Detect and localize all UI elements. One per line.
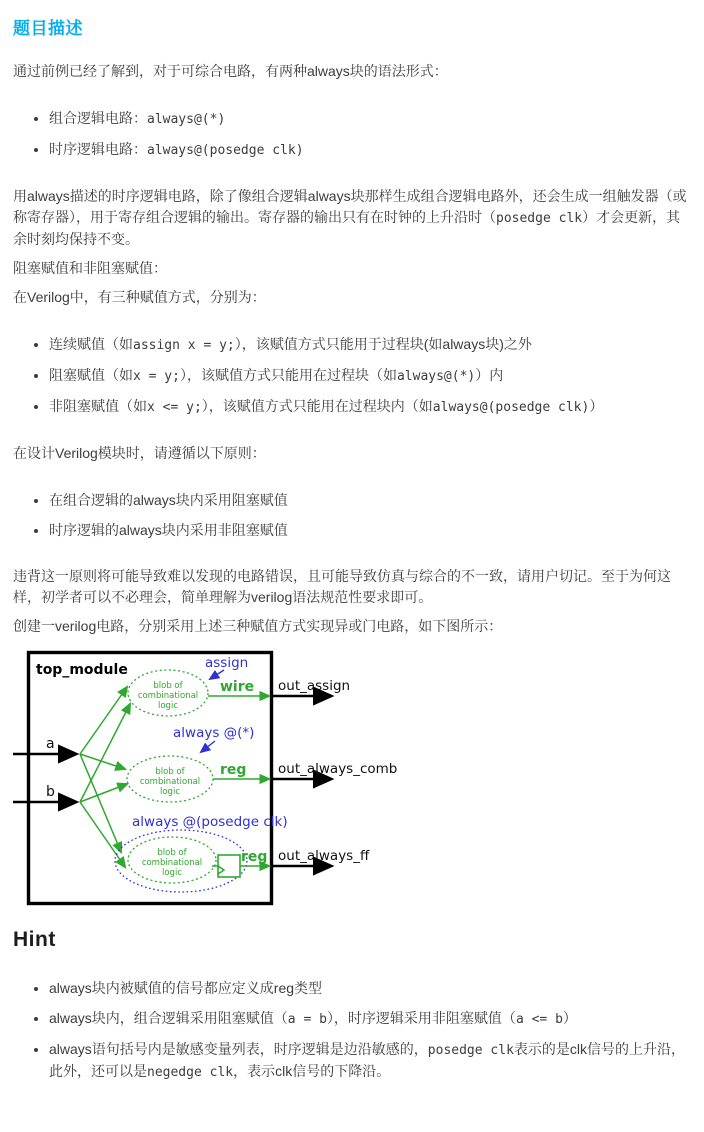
top-module-figure (13, 649, 413, 911)
blob2-label-line1: blob of (155, 767, 185, 777)
type-label-reg-comb: reg (220, 762, 247, 778)
hint-item-assignment-style (49, 1008, 690, 1030)
text: 用always描述的时序逻辑电路，除了像组合逻辑always块那样生成组合逻辑电路外，还会生成一组触发器（或称寄存器），用于寄存组合逻辑的输出。寄存器的输出只有在时钟的上升沿时（ (13, 188, 687, 225)
out-assign-label: out_assign (278, 678, 351, 694)
principles-paragraph: 在设计Verilog模块时，请遵循以下原则： (13, 445, 266, 461)
three-assign-paragraph: 在Verilog中，有三种赋值方式，分别为： (13, 289, 266, 305)
text: ），时序逻辑采用非阻塞赋值（ (326, 1010, 516, 1026)
text: 通过前例已经了解到，对于可综合电路，有两种always块的语法形式： (13, 63, 448, 79)
list-item-comb-blocking: • 在组合逻辑的always块内采用阻塞赋值 (49, 490, 690, 511)
text: 时序逻辑电路： (49, 141, 147, 157)
blob3-label-line1: blob of (157, 848, 187, 858)
text: 连续赋值（如 (49, 336, 133, 352)
annotation-always-ff: always @(posedge clk) (132, 814, 288, 830)
blob1-label-line1: blob of (153, 681, 183, 691)
text: 表示的是clk信号的上升沿，此外，还可以是 (49, 1041, 686, 1079)
text: ，表示clk信号的下降沿。 (233, 1063, 391, 1079)
text: always块内，组合逻辑采用阻塞赋值（ (49, 1010, 288, 1026)
inline-code: x <= y; (147, 400, 202, 415)
text: ）才会更新，其余时刻均保持不变。 (13, 209, 681, 247)
blob2-label-line3: logic (160, 787, 180, 797)
intro-paragraph (13, 61, 690, 82)
list-item-comb-syntax (49, 108, 690, 130)
text: 阻塞赋值（如 (49, 367, 133, 383)
text: ），该赋值方式只能用在过程块（如 (179, 367, 397, 383)
blob3-label-line2: combinational (141, 858, 203, 868)
list-item-seq-syntax (49, 139, 690, 161)
flipflop-symbol (218, 855, 240, 877)
blob3-label-line3: logic (162, 868, 182, 878)
assignment-types-list (13, 334, 690, 418)
annotation-assign: assign (205, 655, 249, 671)
hint-title: Hint (13, 928, 56, 951)
text: ），该赋值方式只能用于过程块(如always块)之外 (234, 336, 532, 352)
text: 非阻塞赋值（如 (49, 398, 147, 414)
flipflop-paragraph (13, 186, 690, 250)
list-item-blocking-assign (49, 365, 690, 387)
input-b-label: b (46, 784, 55, 800)
blob1-label-line3: logic (158, 701, 178, 711)
inline-code: a = b (287, 1012, 327, 1027)
inline-code: negedge clk (147, 1065, 234, 1080)
type-label-reg-ff: reg (241, 849, 268, 865)
text: always语句括号内是敏感变量列表，时序逻辑是边沿敏感的， (49, 1041, 428, 1057)
text: 组合逻辑电路： (49, 110, 147, 126)
type-label-wire: wire (220, 679, 255, 695)
input-a-label: a (46, 736, 55, 752)
out-always-comb-label: out_always_comb (278, 761, 398, 777)
text: ）内 (475, 367, 504, 383)
inline-code: always@(posedge clk) (432, 400, 590, 415)
blob2-label-line2: combinational (139, 777, 201, 787)
text: ），该赋值方式只能用在过程块内（如 (201, 398, 433, 414)
out-always-ff-label: out_always_ff (278, 848, 370, 864)
inline-code: x = y; (133, 369, 180, 384)
warning-paragraph: 违背这一原则将可能导致难以发现的电路错误，且可能导致仿真与综合的不一致，请用户切记。至于为何这样，初学者可以不必理会，简单理解为verilog语法规范性要求即可。 (13, 568, 671, 605)
inline-code: always@(*) (396, 369, 476, 384)
inline-code: posedge clk (427, 1043, 514, 1058)
hint-item-sensitivity-list (49, 1039, 690, 1083)
page-title: 题目描述 (13, 19, 83, 38)
text: ） (562, 1010, 577, 1026)
inline-code: always@(posedge clk) (147, 143, 304, 158)
list-item-seq-nonblocking: • 时序逻辑的always块内采用非阻塞赋值 (49, 520, 690, 541)
blob1-label-line2: combinational (137, 691, 199, 701)
circuit-diagram (13, 649, 690, 916)
inline-code: posedge clk (496, 211, 583, 226)
text: ） (589, 398, 604, 414)
always-syntax-list (13, 108, 690, 161)
inline-code: a <= b (515, 1012, 563, 1027)
annotation-always-comb: always @(*) (173, 725, 255, 741)
task-paragraph: 创建一verilog电路，分别采用上述三种赋值方式实现异或门电路，如下图所示： (13, 618, 503, 634)
module-label: top_module (36, 662, 128, 678)
hint-list (13, 978, 690, 1083)
principles-list (13, 490, 690, 541)
hint-item-reg-type: • always块内被赋值的信号都应定义成reg类型 (49, 978, 690, 999)
list-item-continuous-assign (49, 334, 690, 356)
inline-code: assign x = y; (133, 338, 235, 353)
blocking-title-paragraph: 阻塞赋值和非阻塞赋值： (13, 260, 167, 276)
list-item-nonblocking-assign (49, 396, 690, 418)
inline-code: always@(*) (147, 112, 226, 127)
